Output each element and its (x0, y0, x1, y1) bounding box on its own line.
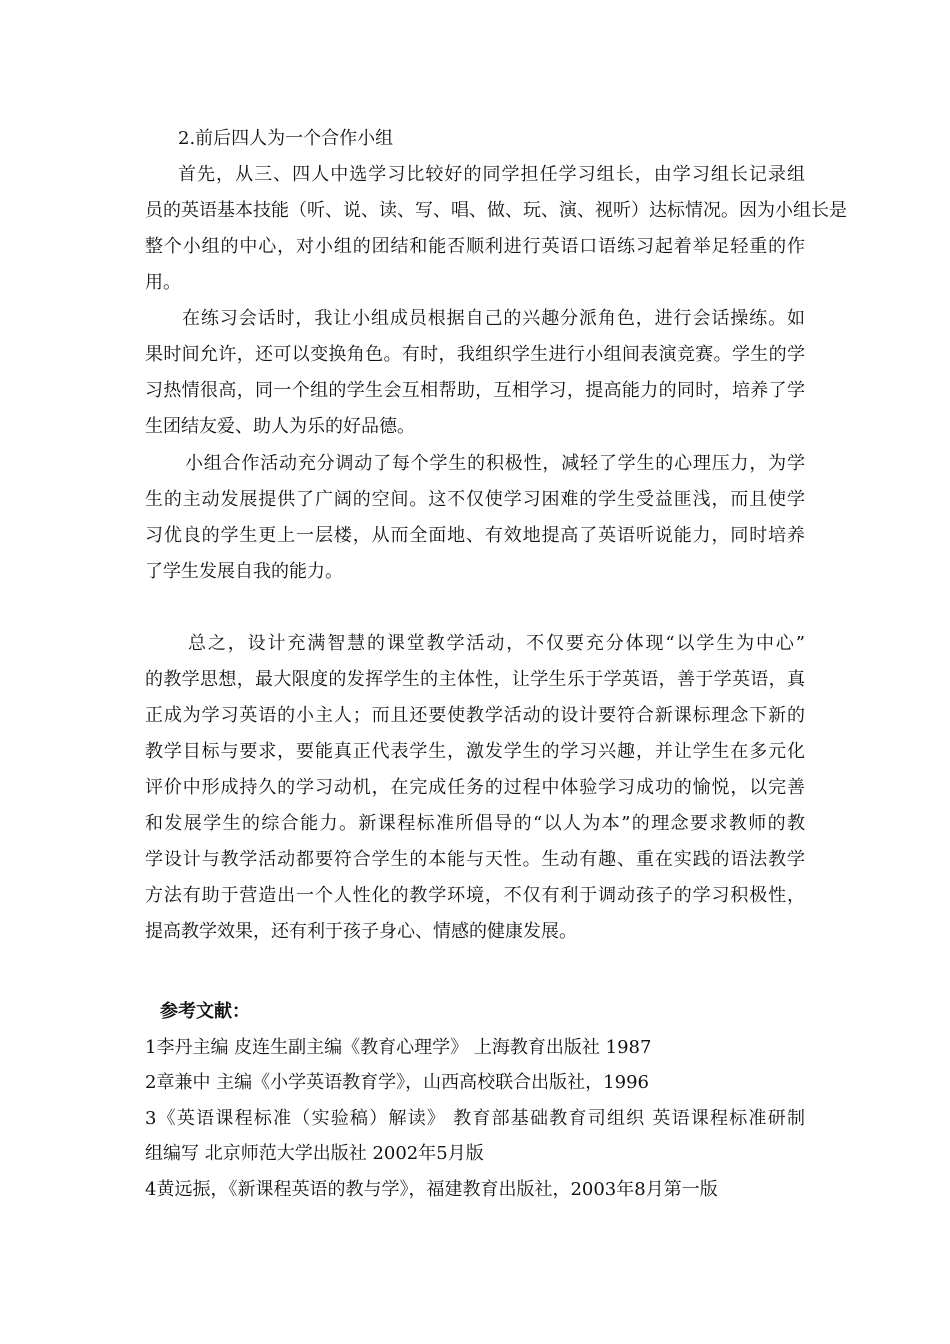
reference-item: 4黄远振，《新课程英语的教与学》，福建教育出版社，2003年8月第一版 (145, 1179, 718, 1200)
paragraph-line: 评价中形成持久的学习动机，在完成任务的过程中体验学习成功的愉悦，以完善 (145, 777, 805, 798)
references-title: 参考文献： (160, 1001, 250, 1022)
paragraph-line: 习优良的学生更上一层楼，从而全面地、有效地提高了英语听说能力，同时培养 (145, 525, 805, 546)
paragraph-line: 方法有助于营造出一个人性化的教学环境，不仅有利于调动孩子的学习积极性， (145, 885, 805, 906)
paragraph-line: 和发展学生的综合能力。新课程标准所倡导的“以人为本”的理念要求教师的教 (145, 813, 805, 834)
section-heading: 2.前后四人为一个合作小组 (178, 128, 394, 149)
paragraph-line: 生的主动发展提供了广阔的空间。这不仅使学习困难的学生受益匪浅，而且使学 (145, 489, 805, 510)
reference-item: 组编写 北京师范大学出版社 2002年5月版 (145, 1143, 484, 1164)
paragraph-line: 学设计与教学活动都要符合学生的本能与天性。生动有趣、重在实践的语法教学 (145, 849, 805, 870)
paragraph-line: 整个小组的中心，对小组的团结和能否顺利进行英语口语练习起着举足轻重的作 (145, 236, 805, 257)
paragraph-line: 正成为学习英语的小主人；而且还要使教学活动的设计要符合新课标理念下新的 (145, 705, 805, 726)
paragraph-line: 在练习会话时，我让小组成员根据自己的兴趣分派角色，进行会话操练。如 (182, 308, 805, 329)
paragraph-line: 生团结友爱、助人为乐的好品德。 (145, 416, 415, 437)
reference-item: 3《英语课程标准（实验稿）解读》 教育部基础教育司组织 英语课程标准研制 (145, 1108, 805, 1129)
paragraph-line: 总之，设计充满智慧的课堂教学活动，不仅要充分体现“以学生为中心” (188, 633, 805, 654)
paragraph-line: 果时间允许，还可以变换角色。有时，我组织学生进行小组间表演竞赛。学生的学 (145, 344, 805, 365)
paragraph-line: 用。 (145, 272, 181, 293)
paragraph-line: 员的英语基本技能（听、说、读、写、唱、做、玩、演、视听）达标情况。因为小组长是 (145, 200, 847, 221)
paragraph-line: 了学生发展自我的能力。 (145, 561, 343, 582)
paragraph-line: 提高教学效果，还有利于孩子身心、情感的健康发展。 (145, 921, 577, 942)
reference-item: 2章兼中 主编《小学英语教育学》，山西高校联合出版社，1996 (145, 1072, 649, 1093)
reference-item: 1李丹主编 皮连生副主编《教育心理学》 上海教育出版社 1987 (145, 1037, 652, 1058)
paragraph-line: 的教学思想，最大限度的发挥学生的主体性，让学生乐于学英语，善于学英语，真 (145, 669, 805, 690)
paragraph-line: 首先，从三、四人中选学习比较好的同学担任学习组长，由学习组长记录组 (178, 164, 805, 185)
paragraph-line: 小组合作活动充分调动了每个学生的积极性，减轻了学生的心理压力，为学 (185, 453, 805, 474)
paragraph-line: 习热情很高，同一个组的学生会互相帮助，互相学习，提高能力的同时，培养了学 (145, 380, 805, 401)
paragraph-line: 教学目标与要求，要能真正代表学生，激发学生的学习兴趣，并让学生在多元化 (145, 741, 805, 762)
